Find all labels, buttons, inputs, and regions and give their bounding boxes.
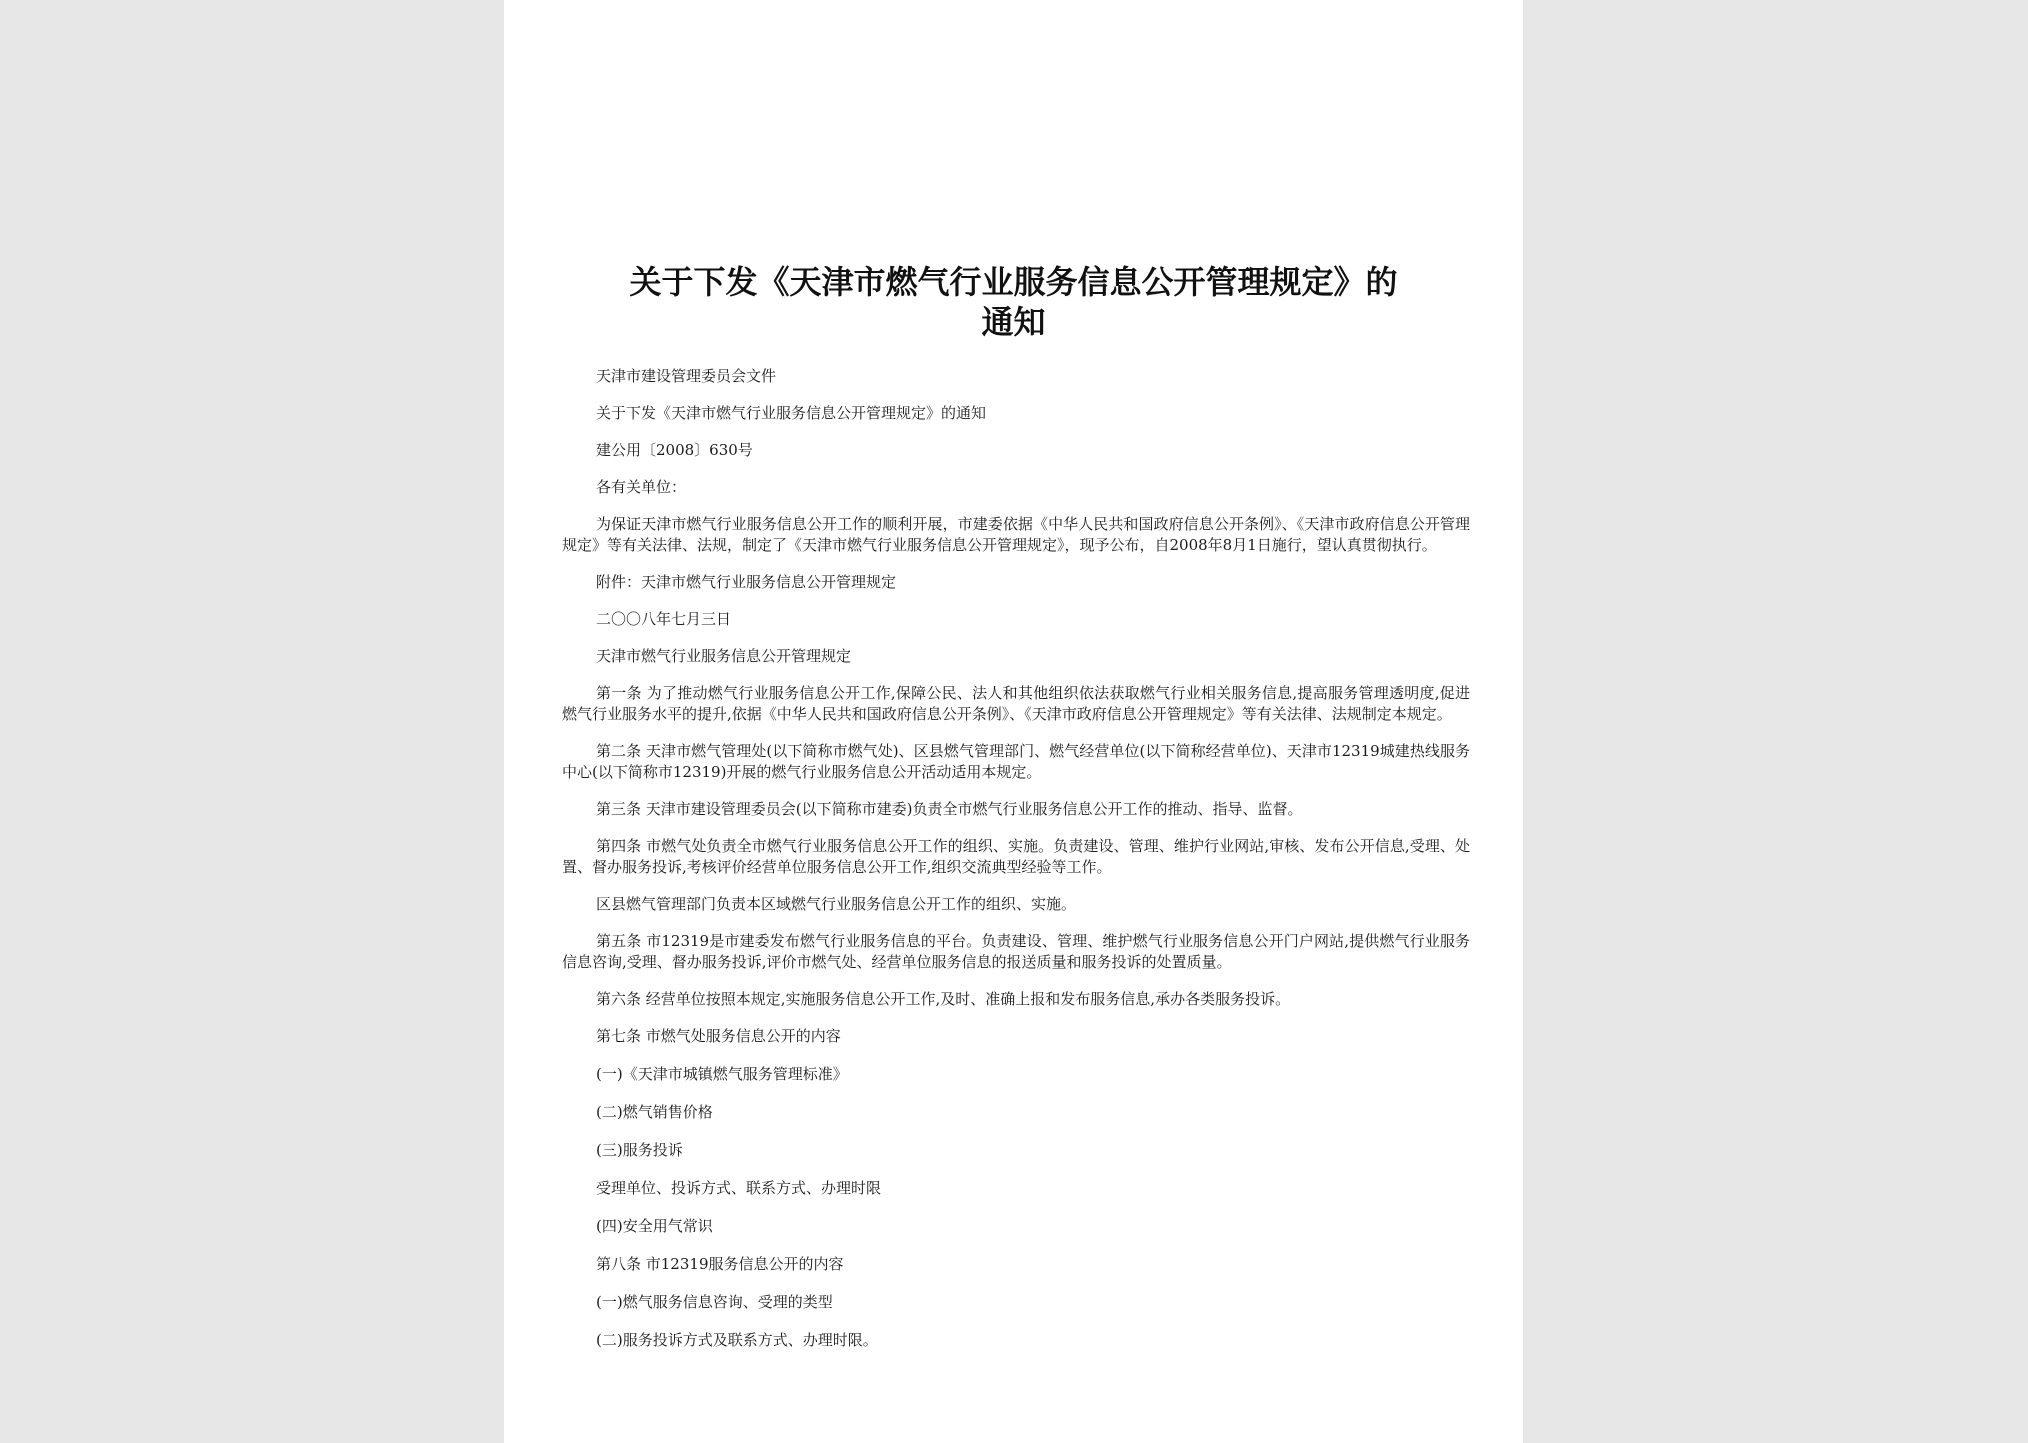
title-line-1: 关于下发《天津市燃气行业服务信息公开管理规定》的 [629,263,1398,301]
article-5: 第五条 市12319是市建委发布燃气行业服务信息的平台。负责建设、管理、维护燃气行业服务信息公开门户网站,提供燃气行业服务信息咨询,受理、督办服务投诉,评价市燃气处、经营单位服务信息的报送质量和服务投诉的处置质量。 [562,932,1470,971]
article-7-item-2: (二)燃气销售价格 [596,1103,713,1121]
salutation: 各有关单位： [596,478,687,496]
document-title [564,262,1463,342]
date-line: 二〇〇八年七月三日 [596,610,732,628]
article-4-district: 区县燃气管理部门负责本区域燃气行业服务信息公开工作的组织、实施。 [596,895,1077,913]
article-2: 第二条 天津市燃气管理处(以下简称市燃气处)、区县燃气管理部门、燃气经营单位(以下简称经营单位)、天津市12319城建热线服务中心(以下简称市12319)开展的燃气行业服务信息公开活动适用本规定。 [562,742,1470,781]
title-line-2: 通知 [981,303,1046,341]
intro-paragraph: 为保证天津市燃气行业服务信息公开工作的顺利开展，市建委依据《中华人民共和国政府信息公开条例》、《天津市政府信息公开管理规定》等有关法律、法规，制定了《天津市燃气行业服务信息公开管理规定》，现予公布，自2008年8月1日施行，望认真贯彻执行。 [562,515,1470,554]
article-7-item-1: (一)《天津市城镇燃气服务管理标准》 [596,1065,848,1083]
article-8: 第八条 市12319服务信息公开的内容 [596,1255,844,1273]
article-7-item-4: (四)安全用气常识 [596,1217,713,1235]
document-number: 建公用〔2008〕630号 [596,441,753,459]
article-8-item-1: (一)燃气服务信息咨询、受理的类型 [596,1293,833,1311]
article-6: 第六条 经营单位按照本规定,实施服务信息公开工作,及时、准确上报和发布服务信息,承办各类服务投诉。 [596,990,1291,1008]
issuer-line: 天津市建设管理委员会文件 [596,367,777,385]
notice-subject: 关于下发《天津市燃气行业服务信息公开管理规定》的通知 [596,404,987,422]
article-4: 第四条 市燃气处负责全市燃气行业服务信息公开工作的组织、实施。负责建设、管理、维护行业网站,审核、发布公开信息,受理、处置、督办服务投诉,考核评价经营单位服务信息公开工作,组织交流典型经验等工作。 [562,837,1470,876]
article-8-item-2: (二)服务投诉方式及联系方式、办理时限。 [596,1331,878,1349]
document-body [562,366,1470,1351]
article-3: 第三条 天津市建设管理委员会(以下简称市建委)负责全市燃气行业服务信息公开工作的推动、指导、监督。 [596,800,1303,818]
attachment-line: 附件：天津市燃气行业服务信息公开管理规定 [596,573,897,591]
article-7-item-3-detail: 受理单位、投诉方式、联系方式、办理时限 [596,1179,882,1197]
regulation-title: 天津市燃气行业服务信息公开管理规定 [596,647,852,665]
article-7-item-3: (三)服务投诉 [596,1141,683,1159]
article-1: 第一条 为了推动燃气行业服务信息公开工作,保障公民、法人和其他组织依法获取燃气行业相关服务信息,提高服务管理透明度,促进燃气行业服务水平的提升,依据《中华人民共和国政府信息公开条例》、《天津市政府信息公开管理规定》等有关法律、法规制定本规定。 [562,684,1470,723]
document-page [504,0,1523,1443]
article-7: 第七条 市燃气处服务信息公开的内容 [596,1027,841,1045]
